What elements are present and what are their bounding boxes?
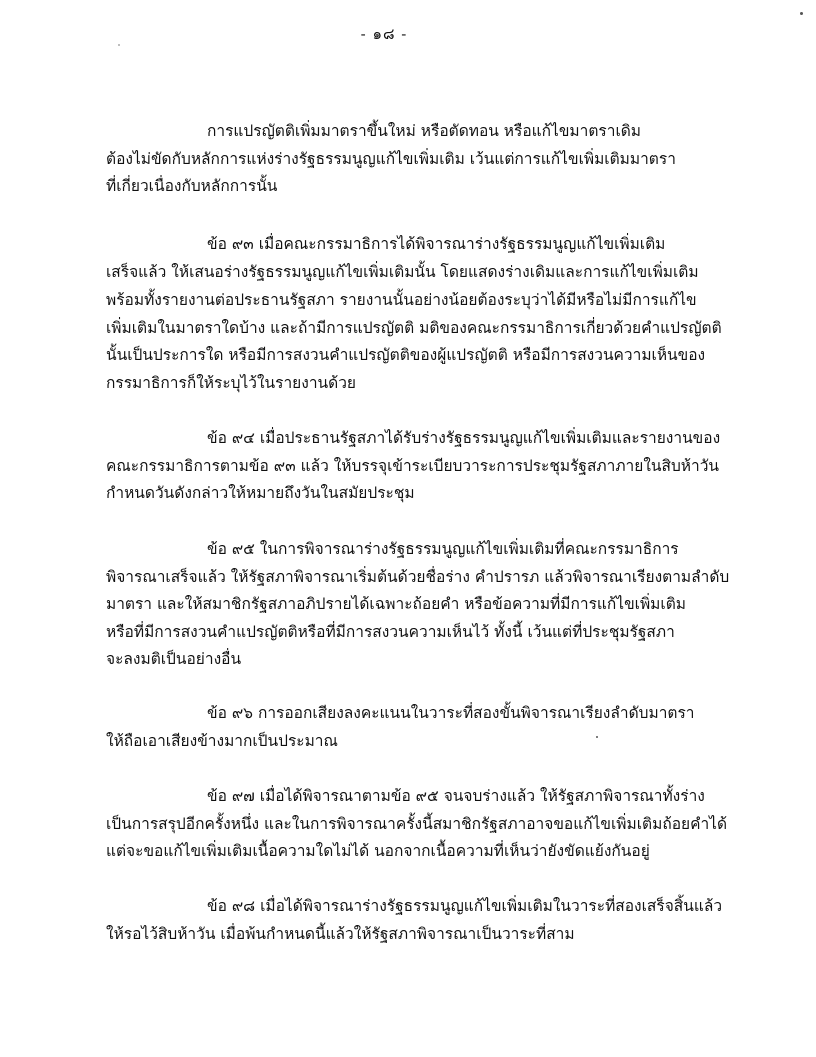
paragraph-line: ข้อ ๙๖ การออกเสียงลงคะแนนในวาระที่สองขั้นพิจารณาเรียงลำดับมาตรา xyxy=(207,704,695,722)
paragraph-line: นั้นเป็นประการใด หรือมีการสงวนคำแปรญัตติของผู้แปรญัตติ หรือมีการสงวนความเห็นของ xyxy=(106,346,706,364)
page-number: - ๑๘ - xyxy=(360,25,408,43)
paragraph-line: เป็นการสรุปอีกครั้งหนึ่ง และในการพิจารณาครั้งนี้สมาชิกรัฐสภาอาจขอแก้ไขเพิ่มเติมถ้อยคำได้ xyxy=(106,815,728,833)
paragraph-line: ให้รอไว้สิบห้าวัน เมื่อพ้นกำหนดนี้แล้วให้รัฐสภาพิจารณาเป็นวาระที่สาม xyxy=(106,925,575,943)
scan-speck xyxy=(800,12,803,15)
paragraph-line: ข้อ ๙๔ เมื่อประธานรัฐสภาได้รับร่างรัฐธรรมนูญแก้ไขเพิ่มเติมและรายงานของ xyxy=(207,429,721,447)
paragraph-line: พร้อมทั้งรายงานต่อประธานรัฐสภา รายงานนั้นอย่างน้อยต้องระบุว่าได้มีหรือไม่มีการแก้ไข xyxy=(106,291,697,309)
paragraph-line: ต้องไม่ขัดกับหลักการแห่งร่างรัฐธรรมนูญแก้ไขเพิ่มเติม เว้นแต่การแก้ไขเพิ่มเติมมาตรา xyxy=(106,150,676,168)
paragraph-line: เพิ่มเติมในมาตราใดบ้าง และถ้ามีการแปรญัตติ มติของคณะกรรมาธิการเกี่ยวด้วยคำแปรญัตติ xyxy=(106,319,722,337)
paragraph-line: ข้อ ๙๗ เมื่อได้พิจารณาตามข้อ ๙๕ จนจบร่างแล้ว ให้รัฐสภาพิจารณาทั้งร่าง xyxy=(207,787,705,805)
paragraph-line: การแปรญัตติเพิ่มมาตราขึ้นใหม่ หรือตัดทอน หรือแก้ไขมาตราเดิม xyxy=(207,122,642,140)
scan-speck xyxy=(596,736,598,738)
paragraph-line: มาตรา และให้สมาชิกรัฐสภาอภิปรายได้เฉพาะถ้อยคำ หรือข้อความที่มีการแก้ไขเพิ่มเติม xyxy=(106,595,686,613)
paragraph-line: แต่จะขอแก้ไขเพิ่มเติมเนื้อความใดไม่ได้ นอกจากเนื้อความที่เห็นว่ายังขัดแย้งกันอยู่ xyxy=(106,842,650,860)
paragraph-line: พิจารณาเสร็จแล้ว ให้รัฐสภาพิจารณาเริ่มต้นด้วยชื่อร่าง คำปรารภ แล้วพิจารณาเรียงตามลำดับ xyxy=(106,568,730,586)
paragraph-line: กำหนดวันดังกล่าวให้หมายถึงวันในสมัยประชุม xyxy=(106,484,415,502)
paragraph-line: ข้อ ๙๓ เมื่อคณะกรรมาธิการได้พิจารณาร่างรัฐธรรมนูญแก้ไขเพิ่มเติม xyxy=(207,235,666,253)
paragraph-line: ข้อ ๙๘ เมื่อได้พิจารณาร่างรัฐธรรมนูญแก้ไขเพิ่มเติมในวาระที่สองเสร็จสิ้นแล้ว xyxy=(207,897,723,915)
paragraph-line: ให้ถือเอาเสียงข้างมากเป็นประมาณ xyxy=(106,732,338,750)
scan-speck xyxy=(118,44,120,46)
paragraph-line: จะลงมติเป็นอย่างอื่น xyxy=(106,650,242,668)
paragraph-line: ที่เกี่ยวเนื่องกับหลักการนั้น xyxy=(106,177,278,195)
paragraph-line: เสร็จแล้ว ให้เสนอร่างรัฐธรรมนูญแก้ไขเพิ่มเติมนั้น โดยแสดงร่างเดิมและการแก้ไขเพิ่มเติม xyxy=(106,263,699,281)
paragraph-line: ข้อ ๙๕ ในการพิจารณาร่างรัฐธรรมนูญแก้ไขเพิ่มเติมที่คณะกรรมาธิการ xyxy=(207,540,679,558)
paragraph-line: คณะกรรมาธิการตามข้อ ๙๓ แล้ว ให้บรรจุเข้าระเบียบวาระการประชุมรัฐสภาภายในสิบห้าวัน xyxy=(106,457,720,475)
paragraph-line: หรือที่มีการสงวนคำแปรญัตติหรือที่มีการสงวนความเห็นไว้ ทั้งนี้ เว้นแต่ที่ประชุมรัฐสภา xyxy=(106,623,675,641)
paragraph-line: กรรมาธิการก็ให้ระบุไว้ในรายงานด้วย xyxy=(106,374,356,392)
